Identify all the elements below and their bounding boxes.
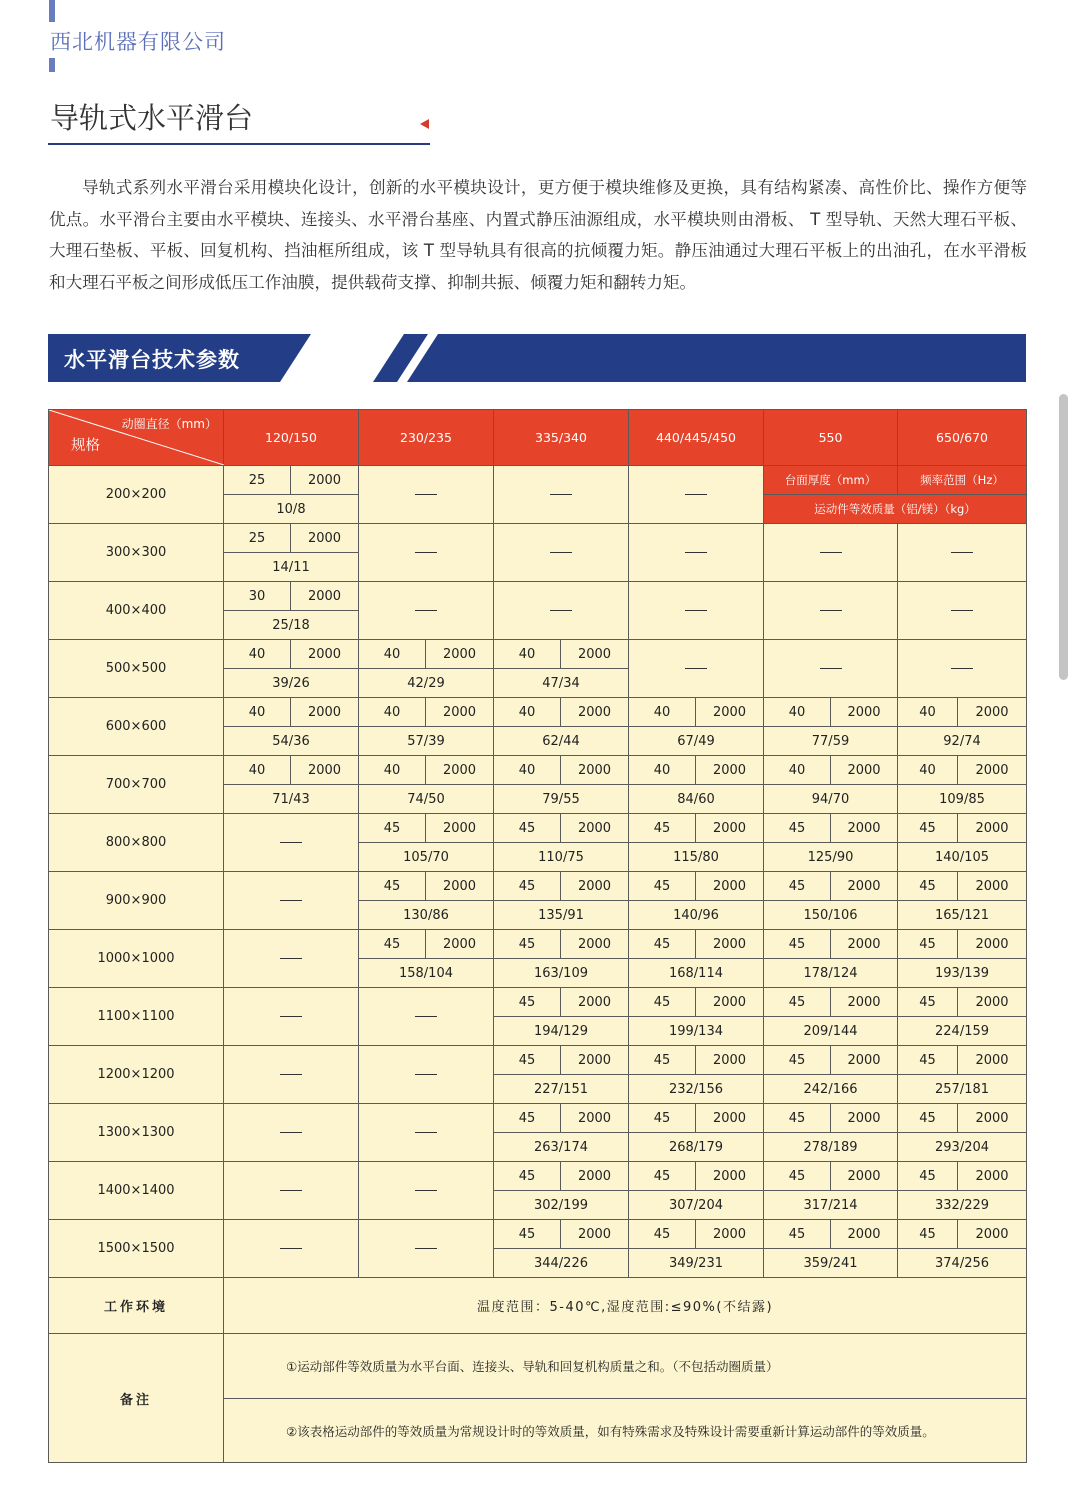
thickness-cell: 40	[898, 756, 958, 785]
environment-label: 工作环境	[49, 1278, 224, 1334]
column-header: 120/150	[224, 410, 359, 466]
mass-cell: 25/18	[224, 611, 359, 640]
mass-cell: 263/174	[494, 1133, 629, 1162]
frequency-cell: 2000	[831, 1104, 898, 1133]
mass-cell: 10/8	[224, 495, 359, 524]
mass-cell: 293/204	[898, 1133, 1027, 1162]
frequency-cell: 2000	[291, 582, 359, 611]
thickness-cell: 45	[494, 1220, 561, 1249]
mass-cell: 54/36	[224, 727, 359, 756]
dash-mark	[951, 668, 973, 669]
dash-mark	[550, 610, 572, 611]
frequency-cell: 2000	[831, 988, 898, 1017]
table-row	[49, 930, 1027, 959]
frequency-cell: 2000	[831, 930, 898, 959]
dash-mark	[415, 1248, 437, 1249]
spec-cell: 1400×1400	[49, 1162, 224, 1220]
table-row	[49, 1104, 1027, 1133]
mass-cell: 74/50	[359, 785, 494, 814]
mass-cell: 94/70	[764, 785, 898, 814]
dash-mark	[685, 668, 707, 669]
empty-cell	[224, 988, 359, 1046]
dash-mark	[550, 494, 572, 495]
frequency-cell: 2000	[696, 1162, 764, 1191]
page-title: 导轨式水平滑台	[50, 101, 254, 135]
spec-cell: 900×900	[49, 872, 224, 930]
empty-cell	[764, 524, 898, 582]
mass-cell: 79/55	[494, 785, 629, 814]
thickness-cell: 40	[224, 698, 291, 727]
frequency-cell: 2000	[291, 756, 359, 785]
mass-cell: 14/11	[224, 553, 359, 582]
frequency-cell: 2000	[696, 698, 764, 727]
thickness-cell: 45	[764, 1220, 831, 1249]
mass-cell: 84/60	[629, 785, 764, 814]
thickness-cell: 40	[359, 698, 426, 727]
spec-cell: 300×300	[49, 524, 224, 582]
dash-mark	[280, 958, 302, 959]
thickness-cell: 45	[764, 988, 831, 1017]
mass-cell: 92/74	[898, 727, 1027, 756]
column-header: 550	[764, 410, 898, 466]
mass-cell: 227/151	[494, 1075, 629, 1104]
empty-cell	[359, 524, 494, 582]
frequency-cell: 2000	[958, 988, 1027, 1017]
frequency-cell: 2000	[958, 930, 1027, 959]
spec-table-body	[49, 466, 1027, 1278]
frequency-cell: 2000	[561, 930, 629, 959]
title-marker-icon	[420, 119, 429, 129]
thickness-cell: 40	[224, 640, 291, 669]
column-header: 230/235	[359, 410, 494, 466]
thickness-cell: 45	[898, 988, 958, 1017]
notes-label: 备注	[49, 1334, 224, 1463]
frequency-cell: 2000	[696, 988, 764, 1017]
thickness-cell: 45	[629, 1046, 696, 1075]
dash-mark	[820, 552, 842, 553]
thickness-cell: 45	[494, 930, 561, 959]
thickness-cell: 45	[494, 814, 561, 843]
thickness-cell: 45	[898, 1220, 958, 1249]
thickness-cell: 25	[224, 524, 291, 553]
dash-mark	[280, 1074, 302, 1075]
mass-cell: 344/226	[494, 1249, 629, 1278]
thickness-cell: 40	[629, 698, 696, 727]
thickness-cell: 45	[629, 1104, 696, 1133]
frequency-cell: 2000	[696, 1046, 764, 1075]
thickness-cell: 45	[629, 1162, 696, 1191]
frequency-cell: 2000	[426, 872, 494, 901]
mass-cell: 332/229	[898, 1191, 1027, 1220]
dash-mark	[415, 1190, 437, 1191]
mass-cell: 125/90	[764, 843, 898, 872]
frequency-cell: 2000	[696, 1104, 764, 1133]
mass-cell: 163/109	[494, 959, 629, 988]
empty-cell	[898, 582, 1027, 640]
spec-cell: 600×600	[49, 698, 224, 756]
section-title: 水平滑台技术参数	[64, 348, 240, 372]
empty-cell	[359, 1220, 494, 1278]
empty-cell	[898, 640, 1027, 698]
dash-mark	[415, 1016, 437, 1017]
mass-cell: 268/179	[629, 1133, 764, 1162]
thickness-cell: 45	[359, 814, 426, 843]
thickness-cell: 45	[494, 872, 561, 901]
thickness-cell: 40	[359, 756, 426, 785]
empty-cell	[224, 1046, 359, 1104]
dash-mark	[280, 1132, 302, 1133]
dash-mark	[415, 494, 437, 495]
mass-cell: 242/166	[764, 1075, 898, 1104]
thickness-cell: 40	[494, 698, 561, 727]
thickness-cell: 45	[764, 814, 831, 843]
thickness-cell: 45	[629, 872, 696, 901]
column-header: 650/670	[898, 410, 1027, 466]
mass-cell: 168/114	[629, 959, 764, 988]
empty-cell	[224, 814, 359, 872]
mass-cell: 374/256	[898, 1249, 1027, 1278]
mass-cell: 158/104	[359, 959, 494, 988]
empty-cell	[494, 524, 629, 582]
mass-cell: 257/181	[898, 1075, 1027, 1104]
frequency-cell: 2000	[561, 814, 629, 843]
empty-cell	[224, 1220, 359, 1278]
dash-mark	[415, 552, 437, 553]
mass-cell: 47/34	[494, 669, 629, 698]
dash-mark	[415, 610, 437, 611]
thickness-cell: 30	[224, 582, 291, 611]
frequency-cell: 2000	[958, 1162, 1027, 1191]
empty-cell	[494, 582, 629, 640]
column-header: 440/445/450	[629, 410, 764, 466]
empty-cell	[898, 524, 1027, 582]
thickness-cell: 45	[898, 872, 958, 901]
empty-cell	[224, 872, 359, 930]
mass-cell: 165/121	[898, 901, 1027, 930]
table-row	[49, 1220, 1027, 1249]
thickness-cell: 45	[494, 1046, 561, 1075]
dash-mark	[415, 1074, 437, 1075]
empty-cell	[224, 930, 359, 988]
thickness-cell: 45	[898, 1046, 958, 1075]
mass-cell: 67/49	[629, 727, 764, 756]
empty-cell	[359, 988, 494, 1046]
spec-cell: 1100×1100	[49, 988, 224, 1046]
thickness-cell: 45	[764, 930, 831, 959]
thickness-cell: 45	[764, 1046, 831, 1075]
dash-mark	[280, 1016, 302, 1017]
thickness-cell: 40	[764, 698, 831, 727]
thickness-cell: 40	[494, 640, 561, 669]
dash-mark	[280, 900, 302, 901]
mass-cell: 359/241	[764, 1249, 898, 1278]
thickness-cell: 40	[494, 756, 561, 785]
empty-cell	[359, 1162, 494, 1220]
frequency-cell: 2000	[561, 1162, 629, 1191]
dash-mark	[951, 552, 973, 553]
dash-mark	[685, 552, 707, 553]
spec-cell: 700×700	[49, 756, 224, 814]
mass-cell: 232/156	[629, 1075, 764, 1104]
thickness-cell: 40	[359, 640, 426, 669]
mass-cell: 140/105	[898, 843, 1027, 872]
mass-cell: 317/214	[764, 1191, 898, 1220]
frequency-cell: 2000	[958, 814, 1027, 843]
table-row	[49, 872, 1027, 901]
frequency-cell: 2000	[561, 1046, 629, 1075]
mass-cell: 140/96	[629, 901, 764, 930]
thickness-cell: 45	[494, 988, 561, 1017]
frequency-cell: 2000	[831, 698, 898, 727]
mass-cell: 105/70	[359, 843, 494, 872]
dash-mark	[685, 610, 707, 611]
title-underline	[48, 143, 430, 145]
note-item: ②该表格运动部件的等效质量为常规设计时的等效质量，如有特殊需求及特殊设计需要重新计算运动部件的等效质量。	[224, 1399, 1027, 1463]
frequency-cell: 2000	[696, 930, 764, 959]
thickness-cell: 40	[764, 756, 831, 785]
mass-cell: 193/139	[898, 959, 1027, 988]
corner-label-spec: 规格	[71, 438, 100, 454]
frequency-cell: 2000	[561, 1220, 629, 1249]
frequency-cell: 2000	[426, 756, 494, 785]
environment-value: 温度范围：5-40℃,湿度范围:≤90%(不结露)	[224, 1278, 1027, 1334]
frequency-cell: 2000	[958, 1046, 1027, 1075]
thickness-cell: 45	[629, 930, 696, 959]
spec-cell: 200×200	[49, 466, 224, 524]
table-row	[49, 640, 1027, 669]
column-header: 335/340	[494, 410, 629, 466]
empty-cell	[359, 1104, 494, 1162]
frequency-cell: 2000	[958, 1220, 1027, 1249]
mass-cell: 62/44	[494, 727, 629, 756]
thickness-cell: 40	[898, 698, 958, 727]
mass-cell: 224/159	[898, 1017, 1027, 1046]
empty-cell	[629, 640, 764, 698]
empty-cell	[224, 1104, 359, 1162]
frequency-cell: 2000	[831, 1220, 898, 1249]
intro-paragraph: 导轨式系列水平滑台采用模块化设计，创新的水平模块设计，更方便于模块维修及更换，具有结构紧凑、高性价比、操作方便等优点。水平滑台主要由水平模块、连接头、水平滑台基座、内置式静压油源组成，水平模块则由滑板、 T 型导轨、天然大理石平板、大理石垫板、平板、回复机构、挡油框所组成，该 T 型导轨具有很高的抗倾覆力矩。静压油通过大理石平板上的出油孔，在水平滑板和大理石平板之间形成低压工作油膜，提供载荷支撑、抑制共振、倾覆力矩和翻转力矩。	[49, 178, 1027, 292]
mass-cell: 150/106	[764, 901, 898, 930]
empty-cell	[359, 1046, 494, 1104]
mass-cell: 194/129	[494, 1017, 629, 1046]
dash-mark	[820, 610, 842, 611]
scrollbar-thumb[interactable]	[1059, 394, 1068, 680]
thickness-cell: 45	[359, 930, 426, 959]
table-row	[49, 524, 1027, 553]
dash-mark	[280, 1248, 302, 1249]
table-row	[49, 582, 1027, 611]
frequency-cell: 2000	[561, 698, 629, 727]
thickness-cell: 45	[764, 872, 831, 901]
empty-cell	[494, 466, 629, 524]
frequency-cell: 2000	[426, 640, 494, 669]
spec-cell: 1000×1000	[49, 930, 224, 988]
frequency-cell: 2000	[696, 814, 764, 843]
empty-cell	[764, 640, 898, 698]
spec-cell: 1200×1200	[49, 1046, 224, 1104]
table-row	[49, 756, 1027, 785]
mass-cell: 57/39	[359, 727, 494, 756]
empty-cell	[359, 466, 494, 524]
spec-table	[48, 409, 1027, 1463]
dash-mark	[685, 494, 707, 495]
mass-cell: 110/75	[494, 843, 629, 872]
empty-cell	[629, 524, 764, 582]
thickness-cell: 45	[629, 814, 696, 843]
frequency-cell: 2000	[561, 756, 629, 785]
thickness-cell: 45	[629, 988, 696, 1017]
table-row	[49, 814, 1027, 843]
frequency-cell: 2000	[831, 756, 898, 785]
thickness-cell: 45	[898, 930, 958, 959]
frequency-cell: 2000	[831, 1046, 898, 1075]
table-header-row	[49, 410, 1027, 466]
spec-cell: 1300×1300	[49, 1104, 224, 1162]
mass-cell: 278/189	[764, 1133, 898, 1162]
table-row	[49, 988, 1027, 1017]
frequency-cell: 2000	[561, 872, 629, 901]
frequency-cell: 2000	[426, 930, 494, 959]
empty-cell	[629, 466, 764, 524]
legend-frequency: 频率范围（Hz）	[898, 466, 1027, 495]
legend-mass: 运动件等效质量（铝/镁）（kg）	[764, 495, 1027, 524]
mass-cell: 77/59	[764, 727, 898, 756]
spec-cell: 400×400	[49, 582, 224, 640]
mass-cell: 71/43	[224, 785, 359, 814]
thickness-cell: 45	[898, 814, 958, 843]
dash-mark	[550, 552, 572, 553]
frequency-cell: 2000	[958, 698, 1027, 727]
corner-label-diameter: 动圈直径（mm）	[121, 417, 217, 431]
dash-mark	[280, 1190, 302, 1191]
spec-cell: 1500×1500	[49, 1220, 224, 1278]
frequency-cell: 2000	[831, 872, 898, 901]
frequency-cell: 2000	[291, 524, 359, 553]
table-row	[49, 698, 1027, 727]
mass-cell: 302/199	[494, 1191, 629, 1220]
spec-cell: 500×500	[49, 640, 224, 698]
dash-mark	[280, 842, 302, 843]
empty-cell	[629, 582, 764, 640]
company-name: 西北机器有限公司	[50, 30, 226, 54]
empty-cell	[764, 582, 898, 640]
dash-mark	[415, 1132, 437, 1133]
frequency-cell: 2000	[696, 1220, 764, 1249]
mass-cell: 349/231	[629, 1249, 764, 1278]
note-item: ①运动部件等效质量为水平台面、连接头、导轨和回复机构质量之和。（不包括动圈质量）	[224, 1334, 1027, 1399]
mass-cell: 307/204	[629, 1191, 764, 1220]
dash-mark	[820, 668, 842, 669]
frequency-cell: 2000	[958, 756, 1027, 785]
mass-cell: 178/124	[764, 959, 898, 988]
thickness-cell: 45	[764, 1104, 831, 1133]
mass-cell: 109/85	[898, 785, 1027, 814]
dash-mark	[951, 610, 973, 611]
spec-cell: 800×800	[49, 814, 224, 872]
thickness-cell: 45	[629, 1220, 696, 1249]
thickness-cell: 25	[224, 466, 291, 495]
frequency-cell: 2000	[426, 698, 494, 727]
empty-cell	[224, 1162, 359, 1220]
thickness-cell: 45	[898, 1162, 958, 1191]
legend-thickness: 台面厚度（mm）	[764, 466, 898, 495]
frequency-cell: 2000	[291, 466, 359, 495]
thickness-cell: 45	[494, 1162, 561, 1191]
frequency-cell: 2000	[696, 872, 764, 901]
thickness-cell: 45	[359, 872, 426, 901]
empty-cell	[359, 582, 494, 640]
thickness-cell: 45	[764, 1162, 831, 1191]
table-row	[49, 1162, 1027, 1191]
corner-header-cell	[49, 410, 224, 466]
frequency-cell: 2000	[426, 814, 494, 843]
frequency-cell: 2000	[696, 756, 764, 785]
mass-cell: 115/80	[629, 843, 764, 872]
frequency-cell: 2000	[291, 640, 359, 669]
frequency-cell: 2000	[561, 988, 629, 1017]
thickness-cell: 40	[224, 756, 291, 785]
mass-cell: 209/144	[764, 1017, 898, 1046]
mass-cell: 135/91	[494, 901, 629, 930]
thickness-cell: 45	[494, 1104, 561, 1133]
note-row	[49, 1334, 1027, 1399]
mass-cell: 39/26	[224, 669, 359, 698]
frequency-cell: 2000	[958, 1104, 1027, 1133]
thickness-cell: 45	[898, 1104, 958, 1133]
mass-cell: 199/134	[629, 1017, 764, 1046]
mass-cell: 42/29	[359, 669, 494, 698]
frequency-cell: 2000	[831, 814, 898, 843]
table-row	[49, 466, 1027, 495]
frequency-cell: 2000	[561, 640, 629, 669]
frequency-cell: 2000	[958, 872, 1027, 901]
frequency-cell: 2000	[291, 698, 359, 727]
table-row	[49, 1046, 1027, 1075]
environment-row	[49, 1278, 1027, 1334]
thickness-cell: 40	[629, 756, 696, 785]
mass-cell: 130/86	[359, 901, 494, 930]
frequency-cell: 2000	[561, 1104, 629, 1133]
frequency-cell: 2000	[831, 1162, 898, 1191]
